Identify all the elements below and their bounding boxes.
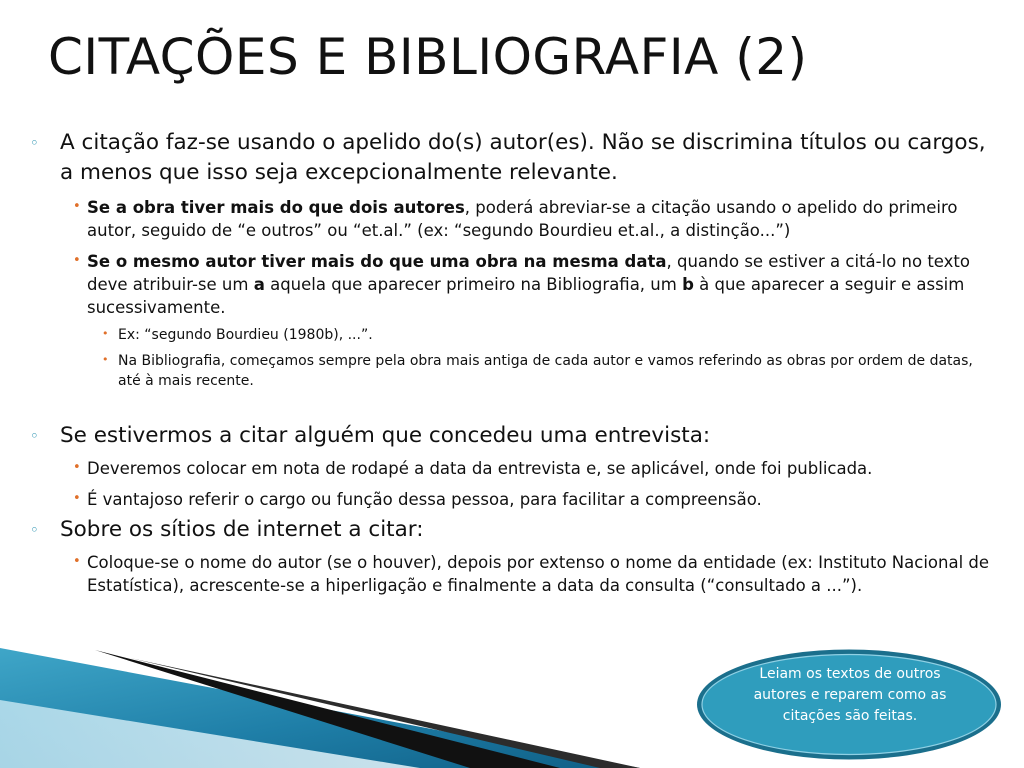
bullet-text: Ex: “segundo Bourdieu (1980b), ...”. — [118, 327, 373, 343]
bullet-text: , poderá abreviar-se a citação usando o apelido do primeiro autor, seguido de “e outros” ou “et.al.” (ex: “segundo Bourdieu et.al., a distinção...”) — [87, 198, 958, 240]
note-text: Leiam os textos de outros autores e reparem como as citações são feitas. — [753, 666, 947, 724]
bullet-level1 — [30, 515, 990, 545]
dot-bullet-icon: • — [102, 327, 109, 340]
dot-bullet-icon: • — [73, 491, 81, 506]
bullet-level1 — [30, 128, 990, 188]
bullet-bold-letter: b — [682, 275, 694, 294]
dot-bullet-icon: • — [102, 353, 109, 366]
bullet-level3 — [30, 325, 990, 345]
dot-bullet-icon: • — [73, 199, 81, 214]
bullet-text: É vantajoso referir o cargo ou função dessa pessoa, para facilitar a compreensão. — [87, 490, 762, 509]
bullet-level2 — [30, 488, 990, 511]
dot-bullet-icon: • — [73, 554, 81, 569]
bullet-level3 — [30, 351, 990, 391]
bullet-bold-text: Se o mesmo autor tiver mais do que uma obra na mesma data — [87, 252, 667, 271]
bullet-list — [30, 128, 990, 597]
bullet-level2 — [30, 250, 990, 319]
bullet-level2 — [30, 551, 990, 597]
bullet-text: Na Bibliografia, começamos sempre pela obra mais antiga de cada autor e vamos referindo as obras por ordem de datas, até à mais recente. — [118, 353, 973, 389]
bullet-text: Se estivermos a citar alguém que concedeu uma entrevista: — [60, 423, 711, 448]
bullet-level2 — [30, 457, 990, 480]
open-circle-bullet-icon: ◦ — [30, 521, 39, 539]
bullet-text: Sobre os sítios de internet a citar: — [60, 517, 424, 542]
bullet-text: à que aparecer a seguir e assim sucessivamente. — [87, 275, 965, 317]
open-circle-bullet-icon: ◦ — [30, 134, 39, 152]
bullet-bold-letter: a — [253, 275, 265, 294]
dot-bullet-icon: • — [73, 253, 81, 268]
dot-bullet-icon: • — [73, 460, 81, 475]
bullet-text: Deveremos colocar em nota de rodapé a data da entrevista e, se aplicável, onde foi publicada. — [87, 459, 873, 478]
bullet-bold-text: Se a obra tiver mais do que dois autores — [87, 198, 465, 217]
bullet-text: , quando se estiver a citá-lo no texto deve atribuir-se um — [87, 252, 970, 294]
bullet-text: Coloque-se o nome do autor (se o houver), depois por extenso o nome da entidade (ex: Instituto Nacional de Estatística), acrescente-se a hiperligação e finalmente a data da consulta (“consultado a ...”). — [87, 553, 990, 595]
bullet-level1 — [30, 421, 990, 451]
bullet-text: A citação faz-se usando o apelido do(s) autor(es). Não se discrimina títulos ou cargos, a menos que isso seja excepcionalmente relevante. — [60, 130, 986, 185]
bullet-text: aquela que aparecer primeiro na Bibliografia, um — [264, 275, 683, 294]
bullet-level2 — [30, 196, 990, 242]
slide-title: CITAÇÕES E BIBLIOGRAFIA (2) — [48, 28, 808, 86]
open-circle-bullet-icon: ◦ — [30, 427, 39, 445]
